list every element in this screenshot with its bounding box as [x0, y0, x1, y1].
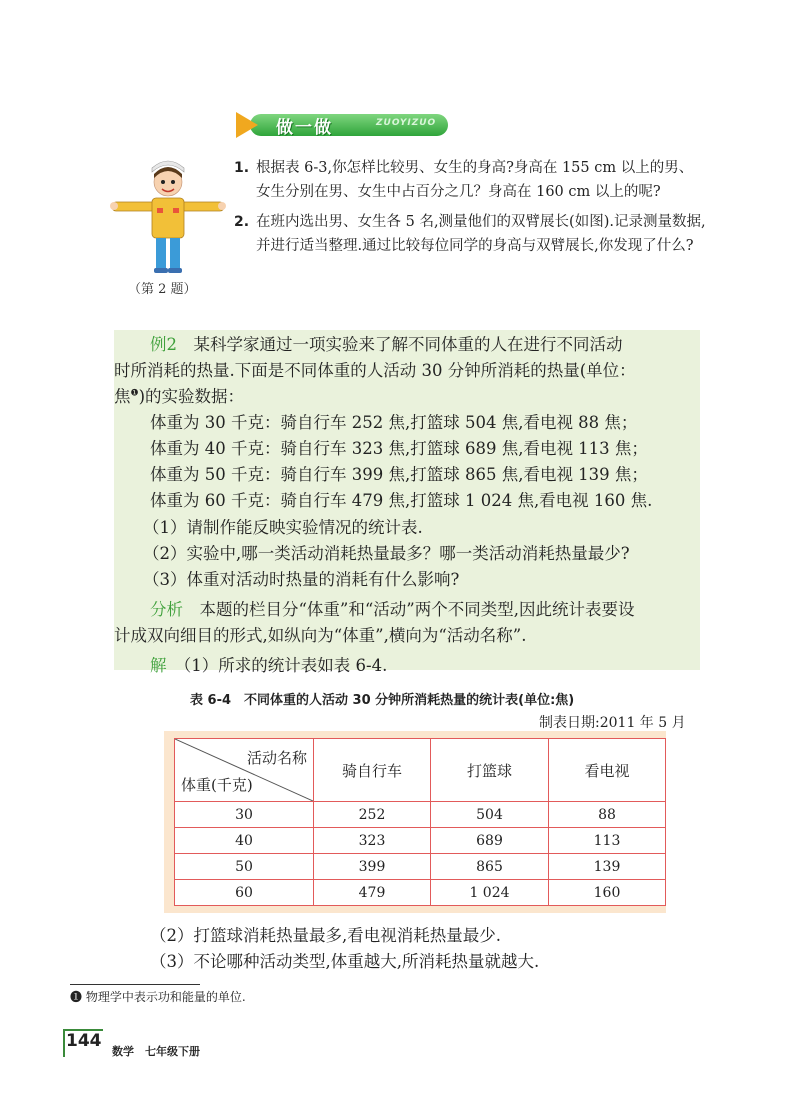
table-header-row [175, 739, 666, 802]
exercise-1 [236, 156, 706, 204]
figure-caption: （第 2 题） [128, 282, 197, 297]
data-line: 体重为 60 千克：骑自行车 479 焦,打篮球 1 024 焦,看电视 160 焦. [150, 491, 653, 510]
question-3: （3）体重对活动时热量的消耗有什么影响? [143, 570, 460, 589]
column-header: 打篮球 [431, 739, 549, 802]
footnote-mark: ❶ [130, 388, 139, 399]
footnote [70, 988, 246, 1005]
question-1: （1）请制作能反映实验情况的统计表. [143, 518, 423, 537]
intro-tail: )的实验数据： [138, 387, 245, 406]
value-cell: 160 [549, 880, 666, 906]
page-number: 144 [66, 1031, 102, 1051]
table-row [175, 802, 666, 828]
example-intro-line-3 [114, 383, 244, 407]
example-label: 例2 [150, 335, 177, 354]
table-row [175, 880, 666, 906]
exercise-number: 1. [234, 160, 250, 176]
value-cell: 479 [314, 880, 431, 906]
solution-text: （1）所求的统计表如表 6-4. [183, 656, 388, 675]
book-name: 数学 七年级下册 [112, 1045, 200, 1058]
exercise-text: 根据表 6-3,你怎样比较男、女生的身高?身高在 155 cm 以上的男、女生分别在男、女生中占百分之几？身高在 160 cm 以上的呢? [256, 160, 694, 200]
weight-cell: 60 [175, 880, 314, 906]
value-cell: 504 [431, 802, 549, 828]
value-cell: 88 [549, 802, 666, 828]
weight-cell: 40 [175, 828, 314, 854]
value-cell: 113 [549, 828, 666, 854]
value-cell: 323 [314, 828, 431, 854]
conclusion-2: （3）不论哪种活动类型,体重越大,所消耗热量就越大. [150, 952, 540, 971]
value-cell: 865 [431, 854, 549, 880]
statistics-table [174, 738, 666, 906]
analysis-line-1 [150, 596, 635, 620]
column-header: 看电视 [549, 739, 666, 802]
banner-title: 做一做 [276, 118, 333, 138]
unit-text: 焦 [114, 387, 131, 406]
corner-cell [175, 739, 314, 802]
child-arm-span-illustration [110, 156, 226, 276]
corner-top-label: 活动名称 [246, 749, 307, 767]
value-cell: 252 [314, 802, 431, 828]
analysis-line-2: 计成双向细目的形式,如纵向为“体重”,横向为“活动名称”. [114, 626, 527, 645]
table-row [175, 828, 666, 854]
value-cell: 1 024 [431, 880, 549, 906]
example-intro-line-2: 时所消耗的热量.下面是不同体重的人活动 30 分钟所消耗的热量(单位： [114, 361, 636, 380]
data-line: 体重为 50 千克：骑自行车 399 焦,打篮球 865 焦,看电视 139 焦； [150, 465, 648, 484]
footnote-divider [70, 984, 200, 985]
footnote-text: 物理学中表示功和能量的单位. [85, 990, 246, 1004]
example-intro-text: 某科学家通过一项实验来了解不同体重的人在进行不同活动 [193, 335, 623, 354]
column-header: 骑自行车 [314, 739, 431, 802]
analysis-text: 本题的栏目分“体重”和“活动”两个不同类型,因此统计表要设 [199, 600, 635, 619]
example-intro-line-1 [150, 331, 623, 355]
solution-label: 解 [150, 656, 167, 675]
table-row [175, 854, 666, 880]
exercise-number: 2. [234, 214, 250, 230]
value-cell: 139 [549, 854, 666, 880]
weight-cell: 30 [175, 802, 314, 828]
exercise-text: 在班内选出男、女生各 5 名,测量他们的双臂展长(如图).记录测量数据,并进行适当整理.通过比较每位同学的身高与双臂展长,你发现了什么? [256, 214, 706, 254]
analysis-label: 分析 [150, 600, 183, 619]
play-triangle-icon [236, 112, 258, 138]
table-date: 制表日期:2011 年 5 月 [539, 715, 686, 731]
data-line: 体重为 40 千克：骑自行车 323 焦,打篮球 689 焦,看电视 113 焦； [150, 439, 648, 458]
exercise-2 [236, 210, 706, 258]
value-cell: 399 [314, 854, 431, 880]
section-banner [236, 112, 450, 138]
weight-cell: 50 [175, 854, 314, 880]
table-title: 表 6-4 不同体重的人活动 30 分钟所消耗热量的统计表(单位:焦) [190, 693, 575, 708]
banner-pinyin: ZUOYIZUO [376, 118, 437, 128]
value-cell: 689 [431, 828, 549, 854]
conclusion-1: （2）打篮球消耗热量最多,看电视消耗热量最少. [150, 926, 501, 945]
data-line: 体重为 30 千克：骑自行车 252 焦,打篮球 504 焦,看电视 88 焦； [150, 413, 638, 432]
corner-bottom-label: 体重(千克) [181, 776, 253, 794]
footnote-marker: ❶ [70, 990, 83, 1004]
question-2: （2）实验中,哪一类活动消耗热量最多？哪一类活动消耗热量最少? [143, 544, 630, 563]
solution-line [150, 652, 387, 676]
